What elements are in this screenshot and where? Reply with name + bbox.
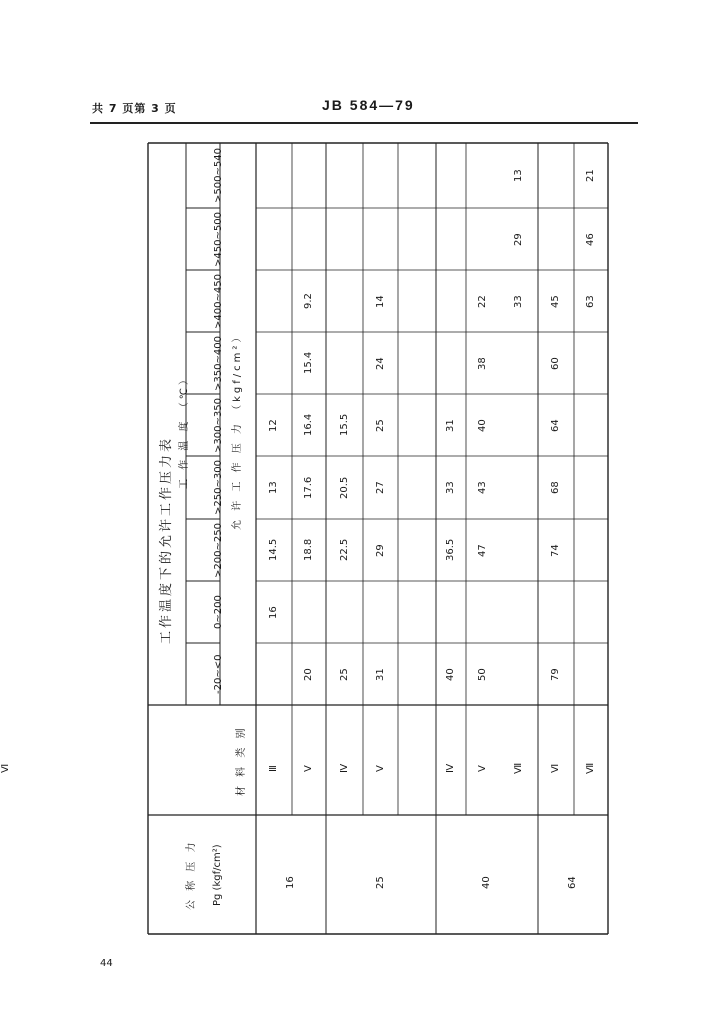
pressure-value: 14	[374, 294, 386, 308]
pressure-value: 15.5	[338, 413, 350, 436]
pressure-value: 36.5	[445, 538, 456, 561]
material-class: Ⅴ	[303, 764, 314, 772]
pressure-value: 21	[585, 169, 596, 182]
temp-range-label: >200~250	[213, 522, 224, 578]
material-class: Ⅴ	[374, 764, 386, 772]
pressure-value: 27	[374, 481, 386, 494]
pressure-value: 47	[477, 543, 488, 557]
temp-range-label: >400~450	[213, 273, 224, 329]
material-class: Ⅵ	[0, 763, 11, 773]
pressure-value: 20.5	[338, 476, 350, 499]
pressure-value: 24	[374, 356, 386, 370]
material-class: Ⅵ	[550, 763, 561, 773]
pressure-value: 38	[477, 356, 488, 370]
work-temperature-header: 工 作 温 度 （℃）	[179, 371, 190, 489]
pressure-value: 43	[477, 481, 488, 494]
pressure-value: 9.2	[303, 293, 314, 309]
pressure-value: 29	[374, 543, 386, 557]
page-number: 44	[100, 958, 113, 969]
material-class: Ⅴ	[477, 764, 488, 772]
pressure-value: 64	[550, 418, 561, 432]
pressure-value: 68	[550, 481, 561, 494]
pressure-value: 29	[513, 232, 524, 246]
pg-value: 40	[481, 876, 492, 889]
pressure-value: 79	[550, 667, 561, 681]
pressure-value: 16.4	[303, 413, 314, 436]
temp-range-label: >300~350	[213, 397, 224, 453]
pressure-value: 25	[338, 667, 350, 681]
pressure-value: 63	[585, 294, 596, 308]
pg-value: 16	[285, 876, 296, 889]
temp-range-label: -20~<0	[213, 654, 224, 694]
header-page-info: 共 7 页第 3 页	[92, 102, 177, 115]
pg-value: 64	[567, 876, 578, 889]
pressure-value: 33	[513, 294, 524, 308]
pressure-value: 13	[268, 481, 279, 494]
nominal-pressure-header: 公 称 压 力	[186, 839, 197, 910]
temp-range-label: >250~300	[213, 460, 224, 515]
pressure-value: 33	[445, 481, 456, 494]
pressure-value: 46	[585, 232, 596, 246]
table-title: 工作温度下的允许工作压力表	[159, 435, 174, 644]
pressure-value: 74	[550, 543, 561, 557]
pressure-value: 40	[445, 667, 456, 681]
pressure-value: 13	[513, 169, 524, 182]
nominal-pressure-unit: Pg (kgf/cm²)	[212, 843, 223, 906]
material-class: Ⅶ	[513, 762, 524, 774]
pressure-value: 31	[445, 418, 456, 432]
material-class: Ⅲ	[268, 764, 279, 772]
temp-range-label: >350~400	[213, 335, 224, 391]
temp-range-label: 0~200	[213, 595, 224, 629]
pressure-value: 17.6	[303, 476, 314, 499]
temp-range-label: >450~500	[213, 211, 224, 267]
material-class: Ⅶ	[585, 762, 596, 774]
material-class: Ⅳ	[445, 763, 456, 773]
allowed-pressure-header: 允 许 工 作 压 力 （kgf/cm²）	[232, 329, 243, 530]
pressure-value: 31	[374, 667, 386, 681]
material-class: Ⅳ	[338, 763, 350, 773]
pressure-value: 18.8	[303, 538, 314, 561]
pressure-value: 22.5	[338, 538, 350, 561]
pressure-value: 50	[477, 667, 488, 681]
pg-value: 25	[375, 876, 386, 889]
temp-range-label: >500~540	[213, 148, 224, 203]
pressure-value: 15.4	[303, 351, 314, 374]
header-standard-number: JB 584—79	[322, 97, 415, 113]
pressure-value: 22	[477, 294, 488, 308]
pressure-value: 12	[268, 418, 279, 432]
pressure-value: 60	[550, 356, 561, 370]
pressure-value: 16	[268, 605, 279, 619]
pressure-value: 40	[477, 418, 488, 432]
pressure-value: 20	[303, 667, 314, 681]
material-header: 材 料 类 别	[236, 724, 247, 796]
pressure-value: 25	[374, 418, 386, 432]
pressure-value: 14.5	[268, 538, 279, 561]
pressure-value: 45	[550, 294, 561, 308]
